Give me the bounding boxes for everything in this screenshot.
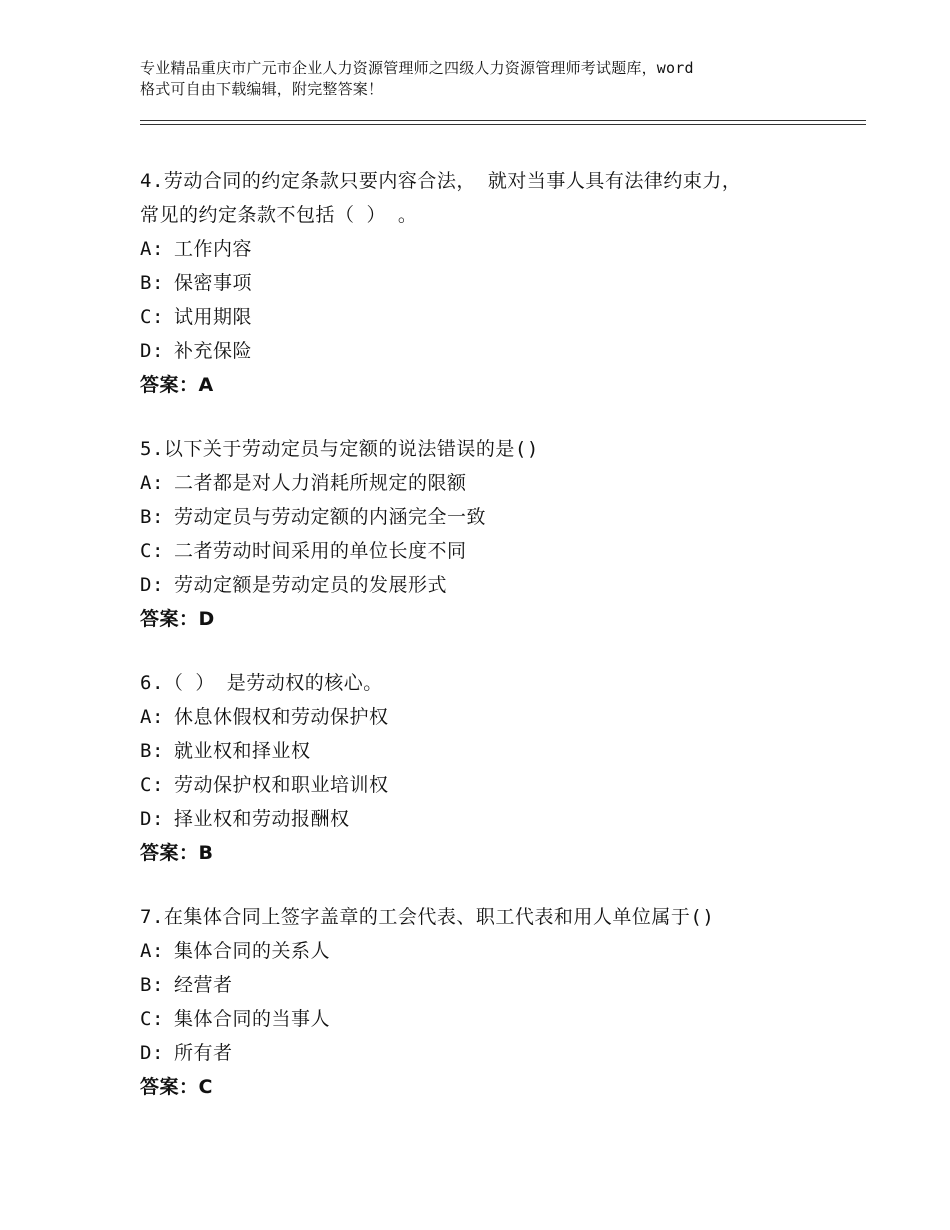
option-text: 工作内容 [174, 238, 253, 260]
option-c [140, 1002, 860, 1036]
header-line-1: 专业精品重庆市广元市企业人力资源管理师之四级人力资源管理师考试题库，word [140, 59, 694, 77]
question-stem: 6.（ ） 是劳动权的核心。 [140, 672, 383, 694]
question-6 [140, 666, 860, 870]
option-letter: A: [140, 238, 164, 260]
option-letter: D: [140, 808, 164, 830]
option-text: 集体合同的当事人 [174, 1008, 331, 1030]
option-letter: D: [140, 340, 164, 362]
answer-label: 答案：D [140, 608, 215, 630]
option-text: 劳动定额是劳动定员的发展形式 [174, 574, 448, 596]
answer-label: 答案：B [140, 842, 214, 864]
question-stem: 7.在集体合同上签字盖章的工会代表、职工代表和用人单位属于() [140, 906, 715, 928]
question-7 [140, 900, 860, 1104]
option-a [140, 700, 860, 734]
option-b [140, 734, 860, 768]
option-text: 二者都是对人力消耗所规定的限额 [174, 472, 467, 494]
option-text: 保密事项 [174, 272, 253, 294]
question-stem: 5.以下关于劳动定员与定额的说法错误的是() [140, 438, 539, 460]
header-line-2: 格式可自由下载编辑，附完整答案！ [140, 80, 384, 98]
answer-label: 答案：A [140, 374, 214, 396]
option-letter: C: [140, 774, 164, 796]
option-letter: B: [140, 506, 164, 528]
option-text: 二者劳动时间采用的单位长度不同 [174, 540, 467, 562]
option-c [140, 300, 860, 334]
option-letter: C: [140, 1008, 164, 1030]
option-text: 休息休假权和劳动保护权 [174, 706, 389, 728]
option-letter: C: [140, 306, 164, 328]
header-divider-top [140, 120, 866, 121]
header-divider-bottom [140, 124, 866, 125]
option-text: 经营者 [174, 974, 233, 996]
question-stem-continued: 常见的约定条款不包括（ ） 。 [140, 204, 418, 226]
option-letter: B: [140, 272, 164, 294]
option-c [140, 768, 860, 802]
option-d [140, 568, 860, 602]
question-5 [140, 432, 860, 636]
option-text: 集体合同的关系人 [174, 940, 331, 962]
option-letter: A: [140, 472, 164, 494]
option-text: 所有者 [174, 1042, 233, 1064]
option-letter: D: [140, 574, 164, 596]
option-d [140, 1036, 860, 1070]
answer-label: 答案：C [140, 1076, 213, 1098]
option-letter: B: [140, 974, 164, 996]
option-a [140, 232, 860, 266]
question-stem: 4.劳动合同的约定条款只要内容合法， 就对当事人具有法律约束力， [140, 170, 742, 192]
option-letter: C: [140, 540, 164, 562]
option-b [140, 266, 860, 300]
document-header [140, 58, 840, 100]
option-text: 就业权和择业权 [174, 740, 311, 762]
option-text: 劳动定员与劳动定额的内涵完全一致 [174, 506, 487, 528]
option-letter: B: [140, 740, 164, 762]
option-text: 择业权和劳动报酬权 [174, 808, 350, 830]
option-d [140, 334, 860, 368]
option-b [140, 500, 860, 534]
option-text: 试用期限 [174, 306, 253, 328]
option-a [140, 934, 860, 968]
question-4 [140, 164, 860, 402]
option-letter: A: [140, 940, 164, 962]
option-text: 补充保险 [174, 340, 253, 362]
option-c [140, 534, 860, 568]
option-letter: A: [140, 706, 164, 728]
option-a [140, 466, 860, 500]
option-b [140, 968, 860, 1002]
option-text: 劳动保护权和职业培训权 [174, 774, 389, 796]
option-d [140, 802, 860, 836]
question-list [140, 164, 860, 1134]
option-letter: D: [140, 1042, 164, 1064]
